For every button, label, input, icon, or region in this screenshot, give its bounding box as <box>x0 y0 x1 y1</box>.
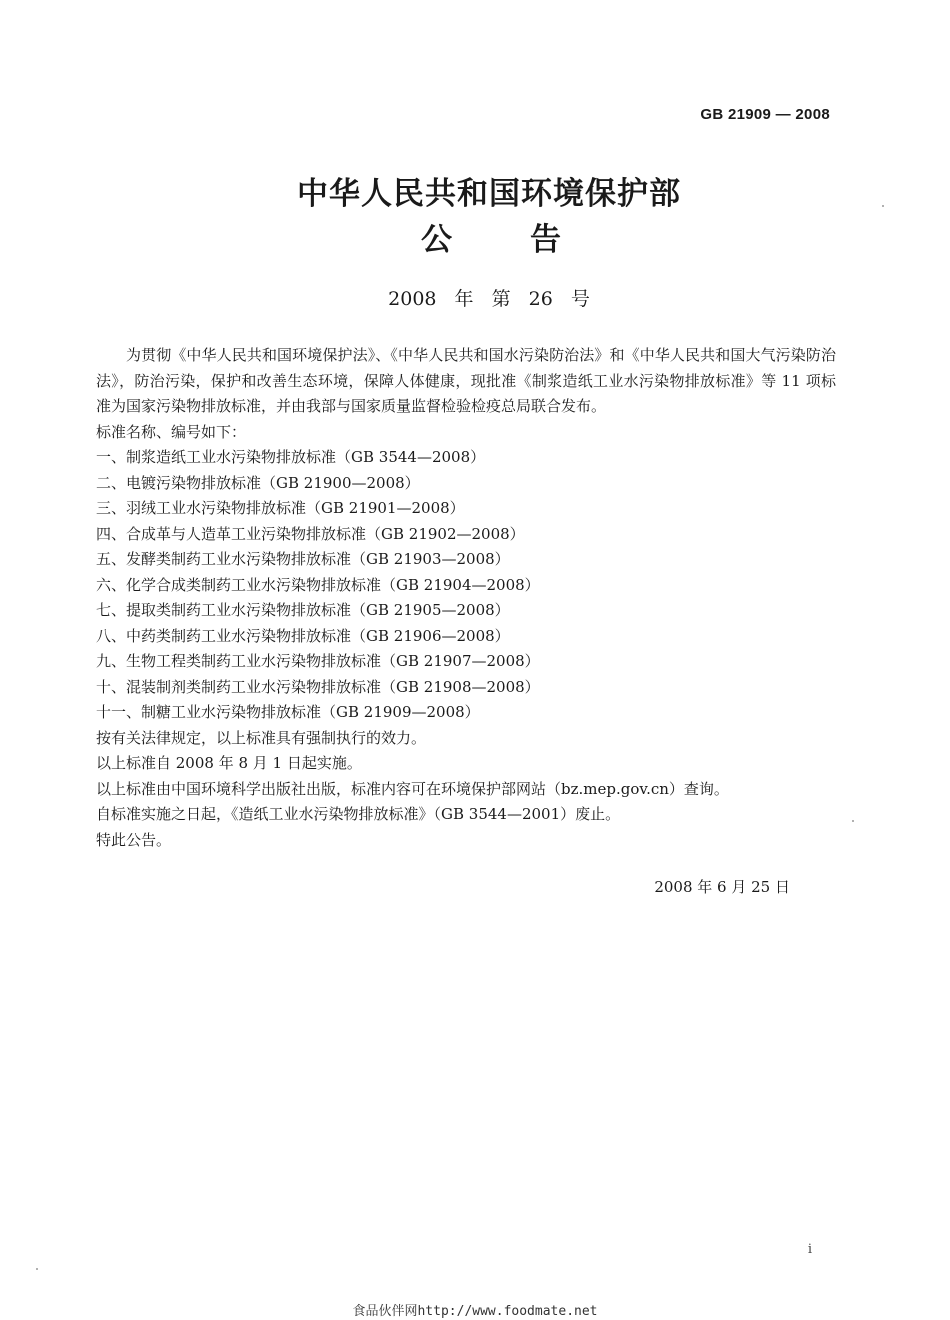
standard-item: 十、混装制剂类制药工业水污染物排放标准（GB 21908—2008） <box>96 677 540 696</box>
closing-line: 自标准实施之日起，《造纸工业水污染物排放标准》（GB 3544—2001）废止。 <box>96 805 621 823</box>
standard-item: 一、制浆造纸工业水污染物排放标准（GB 3544—2008） <box>96 448 486 466</box>
closing-line: 以上标准自 2008 年 8 月 1 日起实施。 <box>96 754 362 772</box>
closing-line: 以上标准由中国环境科学出版社出版，标准内容可在环境保护部网站（bz.mep.gov.cn）查询。 <box>96 779 729 798</box>
intro-paragraph: 为贯彻《中华人民共和国环境保护法》、《中华人民共和国水污染防治法》和《中华人民共和国大气污染防治法》，防治污染，保护和改善生态环境，保障人体健康，现批准《制浆造纸工业水污染物排放标准》等 11 项标准为国家污染物排放标准，并由我部与国家质量监督检验检疫总局联合发布。 <box>96 346 836 415</box>
closing-line: 特此公告。 <box>96 830 172 849</box>
watermark-text: 食品伙伴网http://www.foodmate.net <box>352 1304 598 1319</box>
scan-speck <box>852 820 854 822</box>
page-number: i <box>807 1242 812 1257</box>
list-heading: 标准名称、编号如下： <box>96 422 247 441</box>
closing-line: 按有关法律规定，以上标准具有强制执行的效力。 <box>96 728 427 747</box>
notice-title: 公告 <box>421 222 639 258</box>
issue-date: 2008 年 6 月 25 日 <box>654 878 790 896</box>
standard-item: 九、生物工程类制药工业水污染物排放标准（GB 21907—2008） <box>96 652 540 670</box>
standard-item: 五、发酵类制药工业水污染物排放标准（GB 21903—2008） <box>96 550 510 568</box>
standard-item: 十一、制糖工业水污染物排放标准（GB 21909—2008） <box>96 703 480 721</box>
standard-item: 六、化学合成类制药工业水污染物排放标准（GB 21904—2008） <box>96 575 540 594</box>
standard-item: 八、中药类制药工业水污染物排放标准（GB 21906—2008） <box>96 626 510 645</box>
standard-item: 二、电镀污染物排放标准（GB 21900—2008） <box>96 473 420 492</box>
ministry-title: 中华人民共和国环境保护部 <box>297 176 681 212</box>
scan-speck <box>36 1268 38 1270</box>
standard-item: 七、提取类制药工业水污染物排放标准（GB 21905—2008） <box>96 601 510 619</box>
notice-number: 2008 年 第 26 号 <box>388 288 590 310</box>
scan-speck <box>882 205 884 207</box>
notice-body <box>96 343 836 853</box>
standard-item: 四、合成革与人造革工业污染物排放标准（GB 21902—2008） <box>96 524 525 543</box>
standard-item: 三、羽绒工业水污染物排放标准（GB 21901—2008） <box>96 499 465 517</box>
standard-number: GB 21909 — 2008 <box>700 106 830 123</box>
